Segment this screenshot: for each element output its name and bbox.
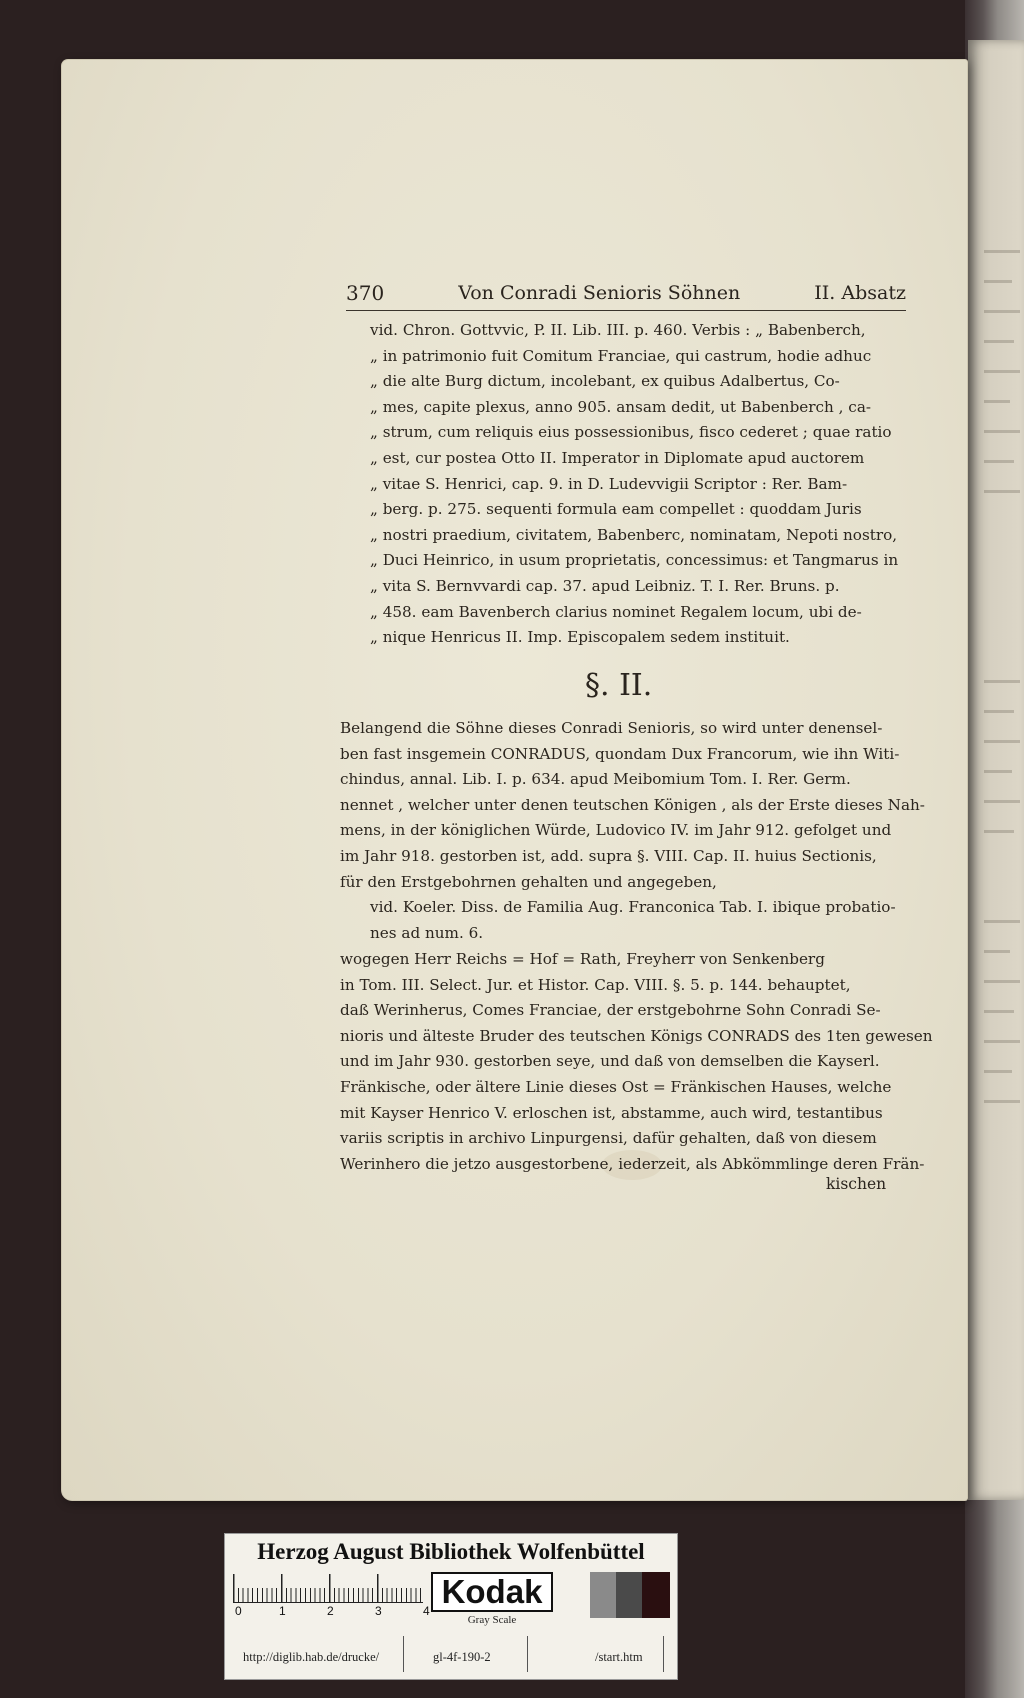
quote-line: vid. Chron. Gottvvic, P. II. Lib. III. p. 460. Verbis : „ Babenberch, <box>370 321 866 339</box>
quote-block <box>370 318 898 651</box>
vid-line: vid. Koeler. Diss. de Familia Aug. Franconica Tab. I. ibique probatio- <box>370 898 896 916</box>
body-line: im Jahr 918. gestorben ist, add. supra §. VIII. Cap. II. huius Sectionis, <box>340 846 877 865</box>
ruler-numbers <box>233 1604 433 1622</box>
library-url: http://diglib.hab.de/drucke/ <box>243 1650 380 1664</box>
vid-line: nes ad num. 6. <box>370 923 484 942</box>
gray-swatch-black <box>642 1572 670 1618</box>
body-line: daß Werinherus, Comes Franciae, der erstgebohrne Sohn Conradi Se- <box>340 1001 881 1020</box>
body-line: und im Jahr 930. gestorben seye, und daß von demselben die Kayserl. <box>340 1052 880 1071</box>
url-row <box>225 1644 677 1670</box>
body-line: mens, in der königlichen Würde, Ludovico IV. im Jahr 912. gefolget und <box>340 821 892 840</box>
quote-line: „ nostri praedium, civitatem, Babenberc, nominatam, Nepoti nostro, <box>370 525 898 544</box>
ruler-number: 0 <box>235 1604 242 1618</box>
quote-line: „ vita S. Bernvvardi cap. 37. apud Leibniz. T. I. Rer. Bruns. p. <box>370 576 840 595</box>
catchword: kischen <box>826 1175 887 1193</box>
shelfmark: gl-4f-190-2 <box>433 1650 491 1664</box>
body-line: ben fast insgemein CONRADUS, quondam Dux Francorum, wie ihn Witi- <box>340 744 900 763</box>
body-line: für den Erstgebohrnen gehalten und angegeben, <box>340 872 717 891</box>
ruler-number: 2 <box>327 1604 334 1618</box>
running-title: Von Conradi Senioris Söhnen <box>458 282 741 304</box>
library-name: Herzog August Bibliothek Wolfenbüttel <box>257 1539 645 1564</box>
gray-swatch-dark <box>616 1572 642 1618</box>
running-section: II. Absatz <box>814 282 906 304</box>
quote-line: „ 458. eam Bavenberch clarius nominet Regalem locum, ubi de- <box>370 602 862 621</box>
adjacent-page-edge <box>968 40 1024 1500</box>
body-line: variis scriptis in archivo Linpurgensi, dafür gehalten, daß von diesem <box>340 1129 877 1148</box>
body-line: Fränkische, oder ältere Linie dieses Ost = Fränkischen Hauses, welche <box>340 1077 892 1096</box>
quote-line: „ strum, cum reliquis eius possessionibus, fisco cederet ; quae ratio <box>370 423 892 442</box>
ruler-number: 4 <box>423 1604 430 1618</box>
quote-line: „ die alte Burg dictum, incolebant, ex quibus Adalbertus, Co- <box>370 372 840 391</box>
body-line: wogegen Herr Reichs = Hof = Rath, Freyherr von Senkenberg <box>340 950 825 968</box>
quote-line: „ nique Henricus II. Imp. Episcopalem sedem instituit. <box>370 628 790 647</box>
quote-line: „ in patrimonio fuit Comitum Franciae, qui castrum, hodie adhuc <box>370 346 872 365</box>
body-line: chindus, annal. Lib. I. p. 634. apud Meibomium Tom. I. Rer. Germ. <box>340 770 851 789</box>
quote-line: „ Duci Heinrico, in usum proprietatis, concessimus: et Tangmarus in <box>370 551 899 570</box>
body-line: Belangend die Söhne dieses Conradi Senioris, so wird unter denensel- <box>340 719 883 737</box>
scale-ruler-major-ticks <box>233 1574 423 1602</box>
body-line: in Tom. III. Select. Jur. et Histor. Cap. VIII. §. 5. p. 144. behauptet, <box>340 975 851 994</box>
quote-line: „ berg. p. 275. sequenti formula eam compellet : quoddam Juris <box>370 500 862 519</box>
body-line: mit Kayser Henrico V. erloschen ist, abstamme, auch wird, testantibus <box>340 1103 883 1122</box>
vid-note <box>370 895 896 946</box>
body-line: nioris und älteste Bruder des teutschen Königs CONRADS des 1ten gewesen <box>340 1026 933 1045</box>
section-heading: §. II. <box>585 668 653 703</box>
ruler-number: 1 <box>279 1604 286 1618</box>
body-paragraph <box>340 716 925 895</box>
body-paragraph-2 <box>340 947 933 1177</box>
quote-line: „ vitae S. Henrici, cap. 9. in D. Ludevvigii Scriptor : Rer. Bam- <box>370 474 848 493</box>
running-head <box>346 276 906 311</box>
quote-line: „ mes, capite plexus, anno 905. ansam dedit, ut Babenberch , ca- <box>370 397 872 416</box>
body-line: nennet , welcher unter denen teutschen Königen , als der Erste dieses Nah- <box>340 795 925 814</box>
start-link: /start.htm <box>595 1650 643 1664</box>
kodak-logo: Kodak <box>431 1572 553 1612</box>
gray-swatch-light <box>590 1572 616 1618</box>
gray-scale-label: Gray Scale <box>467 1614 517 1626</box>
quote-line: „ est, cur postea Otto II. Imperator in Diplomate apud auctorem <box>370 448 865 467</box>
ruler-number: 3 <box>375 1604 382 1618</box>
page-number: 370 <box>346 281 385 305</box>
kodak-target-card <box>225 1534 677 1679</box>
body-line: Werinhero die jetzo ausgestorbene, iederzeit, als Abkömmlinge deren Frän- <box>340 1154 925 1173</box>
